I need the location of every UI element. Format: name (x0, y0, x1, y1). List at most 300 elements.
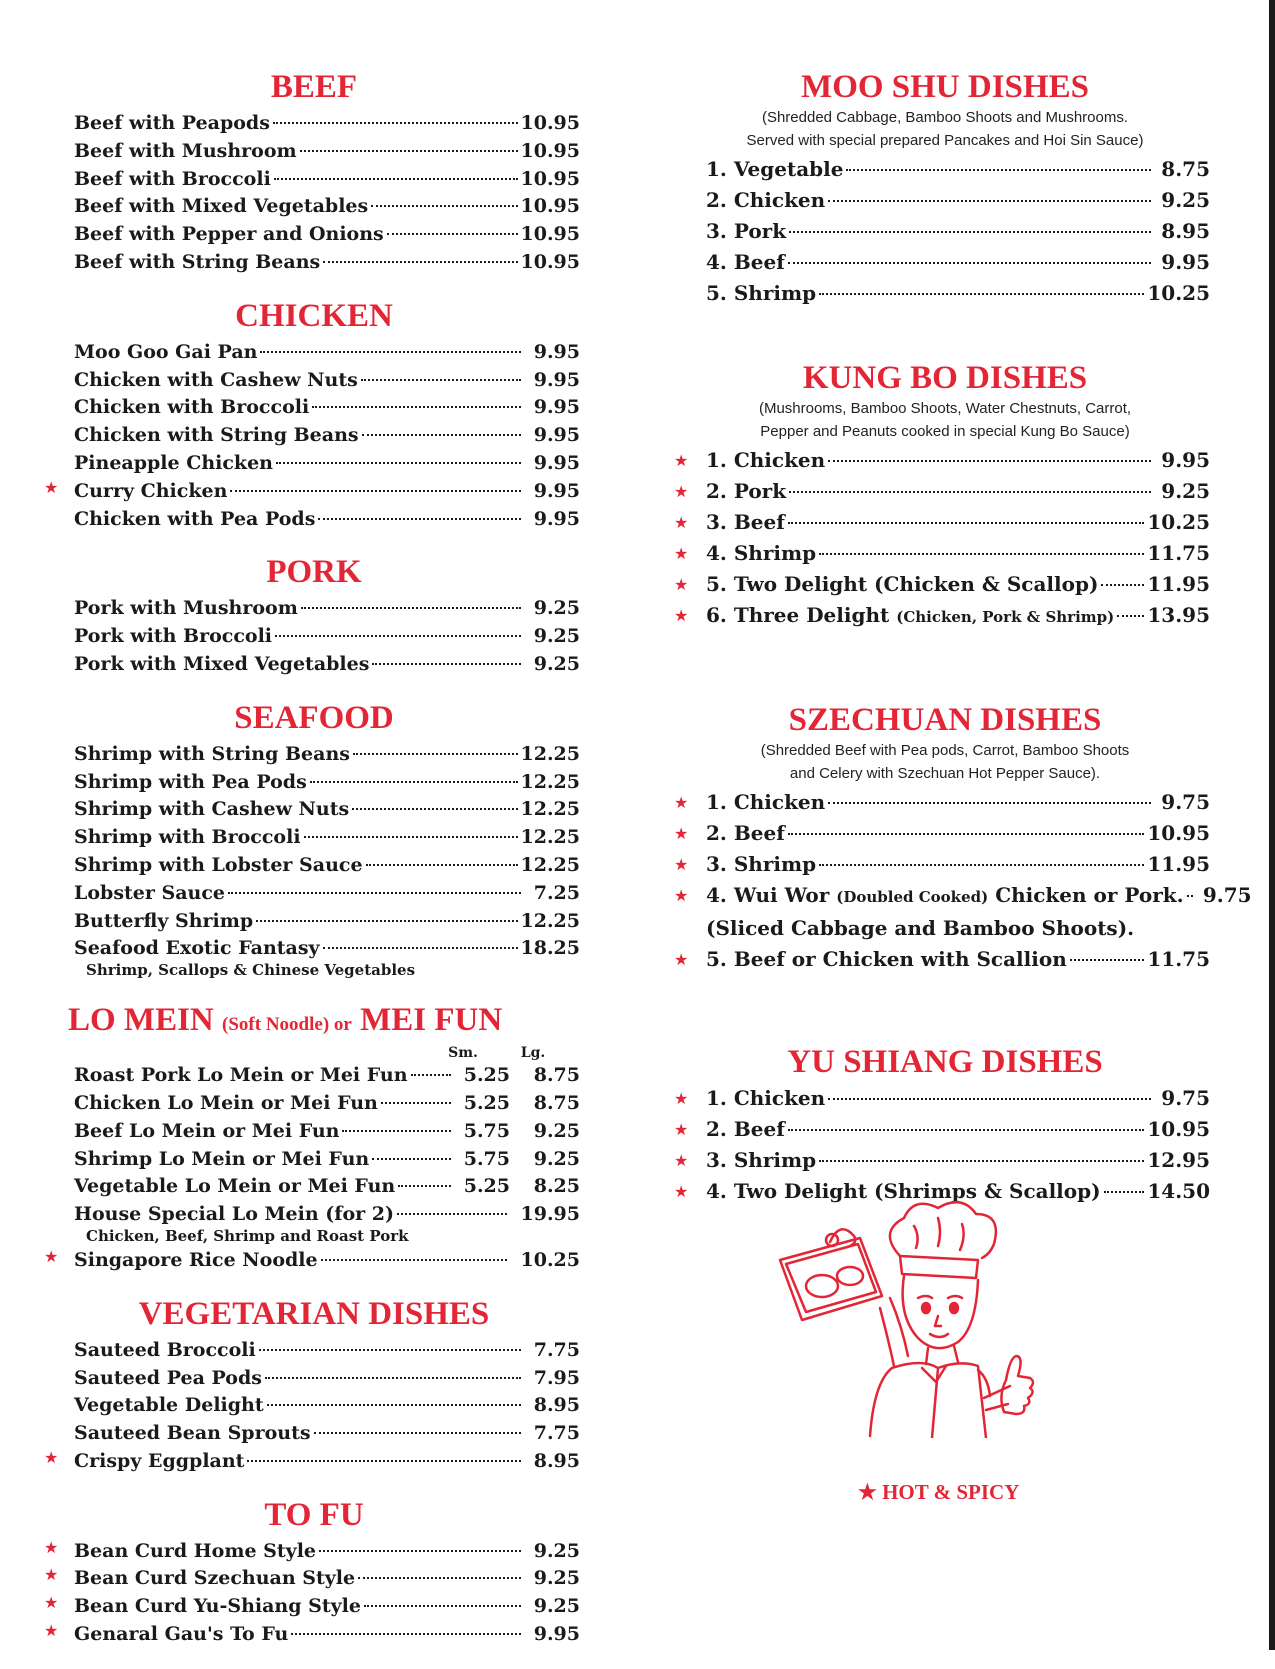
hot-spicy-star-icon: ★ (44, 1447, 59, 1467)
item-price: 10.95 (520, 250, 580, 273)
hot-spicy-star-icon: ★ (44, 1246, 59, 1266)
menu-item (48, 1088, 580, 1116)
item-price: 18.25 (520, 937, 580, 960)
dot-leader (256, 901, 517, 922)
hot-spicy-star-icon: ★ (674, 855, 689, 874)
dot-leader (274, 159, 518, 180)
item-name-text: Bean Curd Szechuan Style (74, 1567, 356, 1590)
item-name-text: Curry Chicken (74, 479, 228, 502)
item-name-text: 3. Beef (706, 510, 785, 534)
item-name (48, 340, 257, 365)
menu-section (674, 701, 1252, 975)
hot-spicy-star-icon: ★ (674, 1151, 689, 1170)
item-name-text: Chicken with String Beans (74, 424, 359, 447)
hot-spicy-star-icon: ★ (44, 1621, 59, 1641)
item-name (48, 596, 298, 621)
menu-section (674, 359, 1210, 633)
item-name (48, 652, 369, 677)
item-name-text: Sauteed Pea Pods (74, 1366, 262, 1389)
item-price: 9.25 (533, 1567, 580, 1590)
hot-spicy-star-icon: ★ (674, 575, 689, 594)
dot-leader (789, 471, 1151, 493)
item-name-text: Beef with Broccoli (74, 167, 271, 190)
dot-leader (819, 273, 1144, 295)
item-name-text: Lobster Sauce (74, 881, 226, 904)
item-name-text: 5. Shrimp (706, 281, 817, 305)
item-price: 9.25 (533, 597, 580, 620)
item-price: 8.95 (533, 1449, 580, 1472)
item-name-text: 1. Vegetable (706, 157, 844, 181)
dot-leader (358, 1558, 521, 1579)
item-name-text: Shrimp with Pea Pods (74, 770, 307, 793)
item-price: 10.25 (1147, 281, 1210, 305)
item-price: 9.95 (533, 340, 580, 363)
item-price: 12.25 (520, 742, 580, 765)
item-name (48, 111, 270, 136)
section-title: CHICKEN (235, 297, 393, 334)
dot-leader (314, 1413, 521, 1434)
menu-item (674, 944, 1210, 975)
item-name (680, 849, 816, 880)
menu-item (48, 247, 580, 275)
menu-section (48, 699, 580, 979)
item-price: 9.95 (1161, 448, 1210, 472)
item-price-small: 5.25 (463, 1064, 510, 1087)
dot-leader (323, 242, 517, 263)
item-price: 10.25 (1147, 510, 1210, 534)
menu-item (674, 849, 1210, 880)
item-name (48, 167, 271, 192)
section-title (48, 1001, 580, 1044)
menu-section (44, 297, 580, 532)
dot-leader (1117, 595, 1144, 617)
menu-section (674, 1043, 1210, 1207)
item-name-text: 5. Beef or Chicken with Scallion (706, 947, 1067, 971)
left-column (44, 68, 580, 1669)
section-description: (Shredded Cabbage, Bamboo Shoots and Mushrooms. (761, 109, 1129, 126)
item-name (48, 139, 297, 164)
item-name-text: Chicken Lo Mein or Mei Fun (74, 1091, 378, 1114)
dot-leader (273, 103, 518, 124)
item-name-text: Singapore Rice Noodle (74, 1248, 318, 1271)
item-name (48, 909, 253, 934)
hot-spicy-star-icon: ★ (674, 793, 689, 812)
item-price: 7.95 (533, 1366, 580, 1389)
dot-leader (846, 149, 1151, 171)
item-name-text: 1. Chicken (706, 448, 826, 472)
dot-leader (828, 180, 1151, 202)
item-name (680, 247, 785, 278)
item-name-text: Bean Curd Home Style (74, 1539, 317, 1562)
item-name-text: Beef with Mushroom (74, 139, 297, 162)
item-name (680, 216, 786, 247)
dot-leader (828, 782, 1151, 804)
item-price: 10.95 (520, 112, 580, 134)
dot-leader (323, 928, 518, 949)
item-price-large: 8.25 (533, 1175, 580, 1198)
item-name (48, 1063, 408, 1088)
dot-leader (265, 1358, 521, 1379)
item-name (680, 507, 785, 538)
size-large-label: Lg. (520, 1045, 546, 1062)
item-name (48, 194, 368, 219)
chef-illustration (772, 1198, 1042, 1438)
item-price-small: 5.75 (463, 1147, 510, 1170)
section-title: SEAFOOD (234, 699, 394, 736)
section-description: and Celery with Szechuan Hot Pepper Sauce). (789, 765, 1101, 782)
item-name-text: Chicken with Broccoli (74, 396, 310, 419)
section-description: (Mushrooms, Bamboo Shoots, Water Chestnuts, Carrot, (758, 400, 1132, 417)
item-price: 9.95 (533, 507, 580, 530)
item-price: 9.95 (1161, 250, 1210, 274)
item-price-large: 9.25 (533, 1147, 580, 1170)
item-price-small: 5.75 (463, 1119, 510, 1142)
item-name-text: Crispy Eggplant (74, 1449, 245, 1472)
dot-leader (789, 211, 1151, 233)
item-name-text: House Special Lo Mein (for 2) (74, 1203, 394, 1226)
item-price: 10.95 (1147, 1117, 1210, 1141)
item-price: 9.95 (533, 1623, 580, 1646)
item-price: 8.95 (1161, 219, 1210, 243)
section-title: SZECHUAN DISHES (788, 702, 1102, 738)
item-price: 9.95 (533, 479, 580, 502)
menu-section (44, 1295, 580, 1474)
menu-section (680, 68, 1210, 309)
item-name-text: 3. Pork (706, 219, 787, 243)
item-name (680, 600, 1114, 633)
item-name (48, 742, 350, 767)
item-name (680, 1145, 816, 1176)
item-name-text: Shrimp with Broccoli (74, 826, 301, 849)
section-title: MOO SHU DISHES (801, 69, 1089, 105)
section-title: VEGETARIAN DISHES (138, 1295, 490, 1332)
dot-leader (259, 1330, 521, 1351)
dot-leader (304, 817, 518, 838)
item-name (680, 1114, 785, 1145)
dot-leader (371, 186, 517, 207)
item-name-text: 1. Chicken (706, 790, 826, 814)
dot-leader (1070, 939, 1145, 961)
item-price: 9.95 (533, 424, 580, 447)
section-description: Served with special prepared Pancakes and Hoi Sin Sauce) (746, 132, 1144, 149)
dot-leader (362, 415, 521, 436)
dot-leader (788, 242, 1151, 264)
item-name-text: Beef Lo Mein or Mei Fun (74, 1119, 340, 1142)
section-title: PORK (266, 554, 362, 591)
item-price: 12.25 (520, 770, 580, 793)
item-name-text: Beef with Peapods (74, 112, 270, 134)
item-price: 14.50 (1147, 1179, 1210, 1203)
item-price: 9.75 (1202, 883, 1252, 907)
size-labels (48, 1046, 580, 1060)
hot-spicy-star-icon: ★ (674, 513, 689, 532)
item-name-text: Pork with Mixed Vegetables (74, 652, 370, 675)
item-name-text: 5. Two Delight (Chicken & Scallop) (706, 572, 1099, 596)
dot-leader (267, 1385, 521, 1406)
dot-leader (1101, 564, 1144, 586)
item-name (48, 1622, 288, 1647)
hot-spicy-star-icon: ★ (674, 950, 689, 969)
item-name-text: Butterfly Shrimp (74, 909, 254, 932)
item-name (680, 154, 843, 185)
item-price: 9.95 (533, 451, 580, 474)
dot-leader (819, 1140, 1144, 1162)
item-name-text: Pineapple Chicken (74, 451, 273, 474)
dot-leader (387, 214, 518, 235)
item-price: 9.25 (533, 652, 580, 675)
item-name (48, 1449, 244, 1474)
section-title: TO FU (264, 1496, 364, 1533)
item-name (48, 1393, 264, 1418)
size-small-label: Sm. (448, 1045, 478, 1062)
item-price: 11.75 (1147, 947, 1210, 971)
dot-leader (247, 1441, 521, 1462)
dot-leader (828, 440, 1151, 462)
item-name-text: 4. Beef (706, 250, 785, 274)
item-price: 10.25 (520, 1248, 580, 1271)
item-note: (Chicken, Pork & Shrimp) (896, 608, 1115, 626)
item-name-text: Sauteed Bean Sprouts (74, 1422, 311, 1445)
item-name-text: 3. Shrimp (706, 1148, 817, 1172)
item-name-text: 2. Beef (706, 821, 785, 845)
item-name-text: 6. Three Delight (706, 603, 890, 627)
item-name-text: Pork with Broccoli (74, 625, 273, 648)
menu-item (48, 504, 580, 532)
item-name (48, 1174, 395, 1199)
item-price: 10.95 (520, 167, 580, 190)
dot-leader (260, 332, 521, 353)
item-price-large: 9.25 (533, 1119, 580, 1142)
dot-leader (411, 1055, 451, 1076)
dot-leader (819, 844, 1144, 866)
item-name-text: Chicken with Pea Pods (74, 507, 316, 530)
item-name (680, 880, 1184, 913)
item-price: 13.95 (1147, 603, 1210, 627)
dot-leader (397, 1194, 507, 1215)
hot-spicy-star-icon: ★ (44, 477, 59, 497)
item-price: 12.25 (520, 853, 580, 876)
hot-spicy-star-icon: ★ (44, 1565, 59, 1585)
item-description: (Sliced Cabbage and Bamboo Shoots). (706, 916, 1135, 940)
item-name-text: Vegetable Delight (74, 1394, 264, 1417)
item-price: 7.75 (533, 1338, 580, 1361)
dot-leader (828, 1078, 1151, 1100)
menu-item (48, 1116, 580, 1144)
item-price: 11.95 (1147, 572, 1210, 596)
item-price: 9.25 (1161, 479, 1210, 503)
item-name-rest: Chicken or Pork. (995, 883, 1184, 907)
item-price: 10.95 (1147, 821, 1210, 845)
hot-spicy-legend: ★ HOT & SPICY (858, 1480, 1020, 1504)
item-name (48, 1248, 318, 1273)
page-edge (1269, 0, 1275, 1650)
dot-leader (312, 387, 521, 408)
item-name (680, 818, 785, 849)
item-name (48, 770, 307, 795)
item-price: 9.25 (1161, 188, 1210, 212)
section-title-end: MEI FUN (360, 1002, 503, 1039)
item-name (48, 881, 225, 906)
dot-leader (372, 644, 521, 665)
item-name (48, 936, 320, 961)
item-price: 9.75 (1161, 790, 1210, 814)
dot-leader (318, 499, 521, 520)
section-title: BEEF (270, 69, 358, 105)
item-name (48, 624, 272, 649)
item-name-text: Shrimp with Lobster Sauce (74, 853, 363, 876)
item-name (48, 1566, 355, 1591)
menu-item (44, 1619, 580, 1647)
dot-leader (819, 533, 1144, 555)
item-name-text: 4. Two Delight (Shrimps & Scallop) (706, 1179, 1101, 1203)
item-name (48, 250, 320, 275)
menu-item (48, 933, 580, 961)
item-price: 11.95 (1147, 852, 1210, 876)
item-name (680, 538, 816, 569)
dot-leader (310, 762, 518, 783)
dot-leader (788, 1109, 1145, 1131)
hot-spicy-star-icon: ★ (674, 482, 689, 501)
item-price-small: 5.25 (463, 1175, 510, 1198)
menu-item (48, 1199, 580, 1227)
dot-leader (353, 734, 518, 755)
dot-leader (366, 845, 518, 866)
dot-leader (364, 1586, 521, 1607)
item-name (48, 1366, 262, 1391)
item-name-text: Shrimp Lo Mein or Mei Fun (74, 1147, 370, 1170)
dot-leader (372, 1139, 451, 1160)
menu-item (48, 649, 580, 677)
item-price: 7.25 (533, 881, 580, 904)
item-name (680, 944, 1067, 975)
dot-leader (228, 873, 521, 894)
item-name-text: 2. Chicken (706, 188, 826, 212)
dot-leader (342, 1111, 451, 1132)
dot-leader (275, 616, 521, 637)
dot-leader (788, 813, 1145, 835)
item-name (48, 1091, 378, 1116)
item-price: 12.25 (520, 826, 580, 849)
section-title: YU SHIANG DISHES (787, 1044, 1103, 1080)
hot-spicy-star-icon: ★ (44, 1537, 59, 1557)
item-price-large: 8.75 (533, 1064, 580, 1087)
dot-leader (1104, 1171, 1145, 1193)
item-name (48, 1119, 339, 1144)
hot-spicy-star-icon: ★ (674, 606, 689, 625)
item-name-text: Beef with String Beans (74, 250, 321, 273)
item-name-text: Beef with Pepper and Onions (74, 223, 384, 246)
dot-leader (321, 1240, 507, 1261)
menu-item (48, 1144, 580, 1172)
hot-spicy-star-icon: ★ (674, 451, 689, 470)
item-name-text: 2. Pork (706, 479, 787, 503)
section-description: Pepper and Peanuts cooked in special Kung Bo Sauce) (760, 423, 1130, 440)
item-note: (Doubled Cooked) (836, 888, 989, 906)
hot-spicy-star-icon: ★ (674, 1089, 689, 1108)
dot-leader (291, 1614, 521, 1635)
menu-item (44, 1245, 580, 1273)
item-name-text: Pork with Mushroom (74, 597, 298, 620)
item-name-text: Chicken with Cashew Nuts (74, 368, 358, 391)
hot-spicy-star-icon: ★ (674, 824, 689, 843)
item-name-text: 4. Shrimp (706, 541, 817, 565)
menu-section (44, 1496, 580, 1647)
right-column (674, 68, 1252, 1229)
item-price: 12.25 (520, 798, 580, 821)
item-price: 9.25 (533, 1595, 580, 1618)
item-price: 9.25 (533, 1539, 580, 1562)
item-price-small: 5.25 (463, 1091, 510, 1114)
item-name (680, 278, 816, 309)
dot-leader (788, 502, 1145, 524)
item-price: 9.25 (533, 625, 580, 648)
hot-spicy-star-icon: ★ (44, 1593, 59, 1613)
dot-leader (300, 131, 518, 152)
dot-leader (352, 789, 517, 810)
hot-spicy-star-icon: ★ (674, 886, 689, 905)
item-name-text: Sauteed Broccoli (74, 1338, 256, 1361)
item-price: 9.95 (533, 368, 580, 391)
dot-leader (361, 360, 521, 381)
section-description: (Shredded Beef with Pea pods, Carrot, Bamboo Shoots (760, 742, 1130, 759)
item-name (48, 1338, 256, 1363)
menu-section (44, 1001, 580, 1273)
dot-leader (381, 1083, 451, 1104)
item-name-text: Roast Pork Lo Mein or Mei Fun (74, 1064, 408, 1087)
item-name (48, 479, 227, 504)
item-price: 8.95 (533, 1394, 580, 1417)
item-price-large: 8.75 (533, 1091, 580, 1114)
item-name-text: Genaral Gau's To Fu (74, 1623, 289, 1646)
item-name-text: Beef with Mixed Vegetables (74, 195, 369, 218)
item-price: 7.75 (533, 1422, 580, 1445)
dot-leader (1187, 875, 1193, 897)
item-name (48, 395, 309, 420)
item-name-text: 1. Chicken (706, 1086, 826, 1110)
item-price: 10.95 (520, 223, 580, 246)
dot-leader (230, 471, 521, 492)
item-name-text: Bean Curd Yu-Shiang Style (74, 1595, 361, 1618)
item-name (48, 1202, 394, 1227)
menu-section (48, 553, 580, 676)
item-price: 9.95 (533, 396, 580, 419)
menu-item (48, 1060, 580, 1088)
item-price: 10.95 (520, 139, 580, 162)
item-name (680, 476, 786, 507)
item-name (48, 507, 315, 532)
item-name-text: Moo Goo Gai Pan (74, 340, 258, 363)
item-price: 12.95 (1147, 1148, 1210, 1172)
section-title-note: (Soft Noodle) or (222, 1014, 352, 1036)
menu-item (680, 278, 1210, 309)
hot-spicy-star-icon: ★ (674, 1120, 689, 1139)
item-price: 9.75 (1161, 1086, 1210, 1110)
item-name-text: Shrimp with String Beans (74, 742, 350, 765)
section-title-main: LO MEIN (68, 1002, 214, 1039)
menu-item (44, 1446, 580, 1474)
section-title: KUNG BO DISHES (802, 360, 1088, 396)
item-name (48, 1147, 369, 1172)
hot-spicy-star-icon: ★ (674, 1182, 689, 1201)
menu-section (48, 68, 580, 275)
item-name-text: 2. Beef (706, 1117, 785, 1141)
menu-item (674, 600, 1210, 633)
item-name-text: Vegetable Lo Mein or Mei Fun (74, 1175, 396, 1198)
item-description: Chicken, Beef, Shrimp and Roast Pork (86, 1226, 409, 1245)
item-name (48, 825, 301, 850)
item-description: Shrimp, Scallops & Chinese Vegetables (86, 961, 416, 980)
dot-leader (276, 443, 521, 464)
